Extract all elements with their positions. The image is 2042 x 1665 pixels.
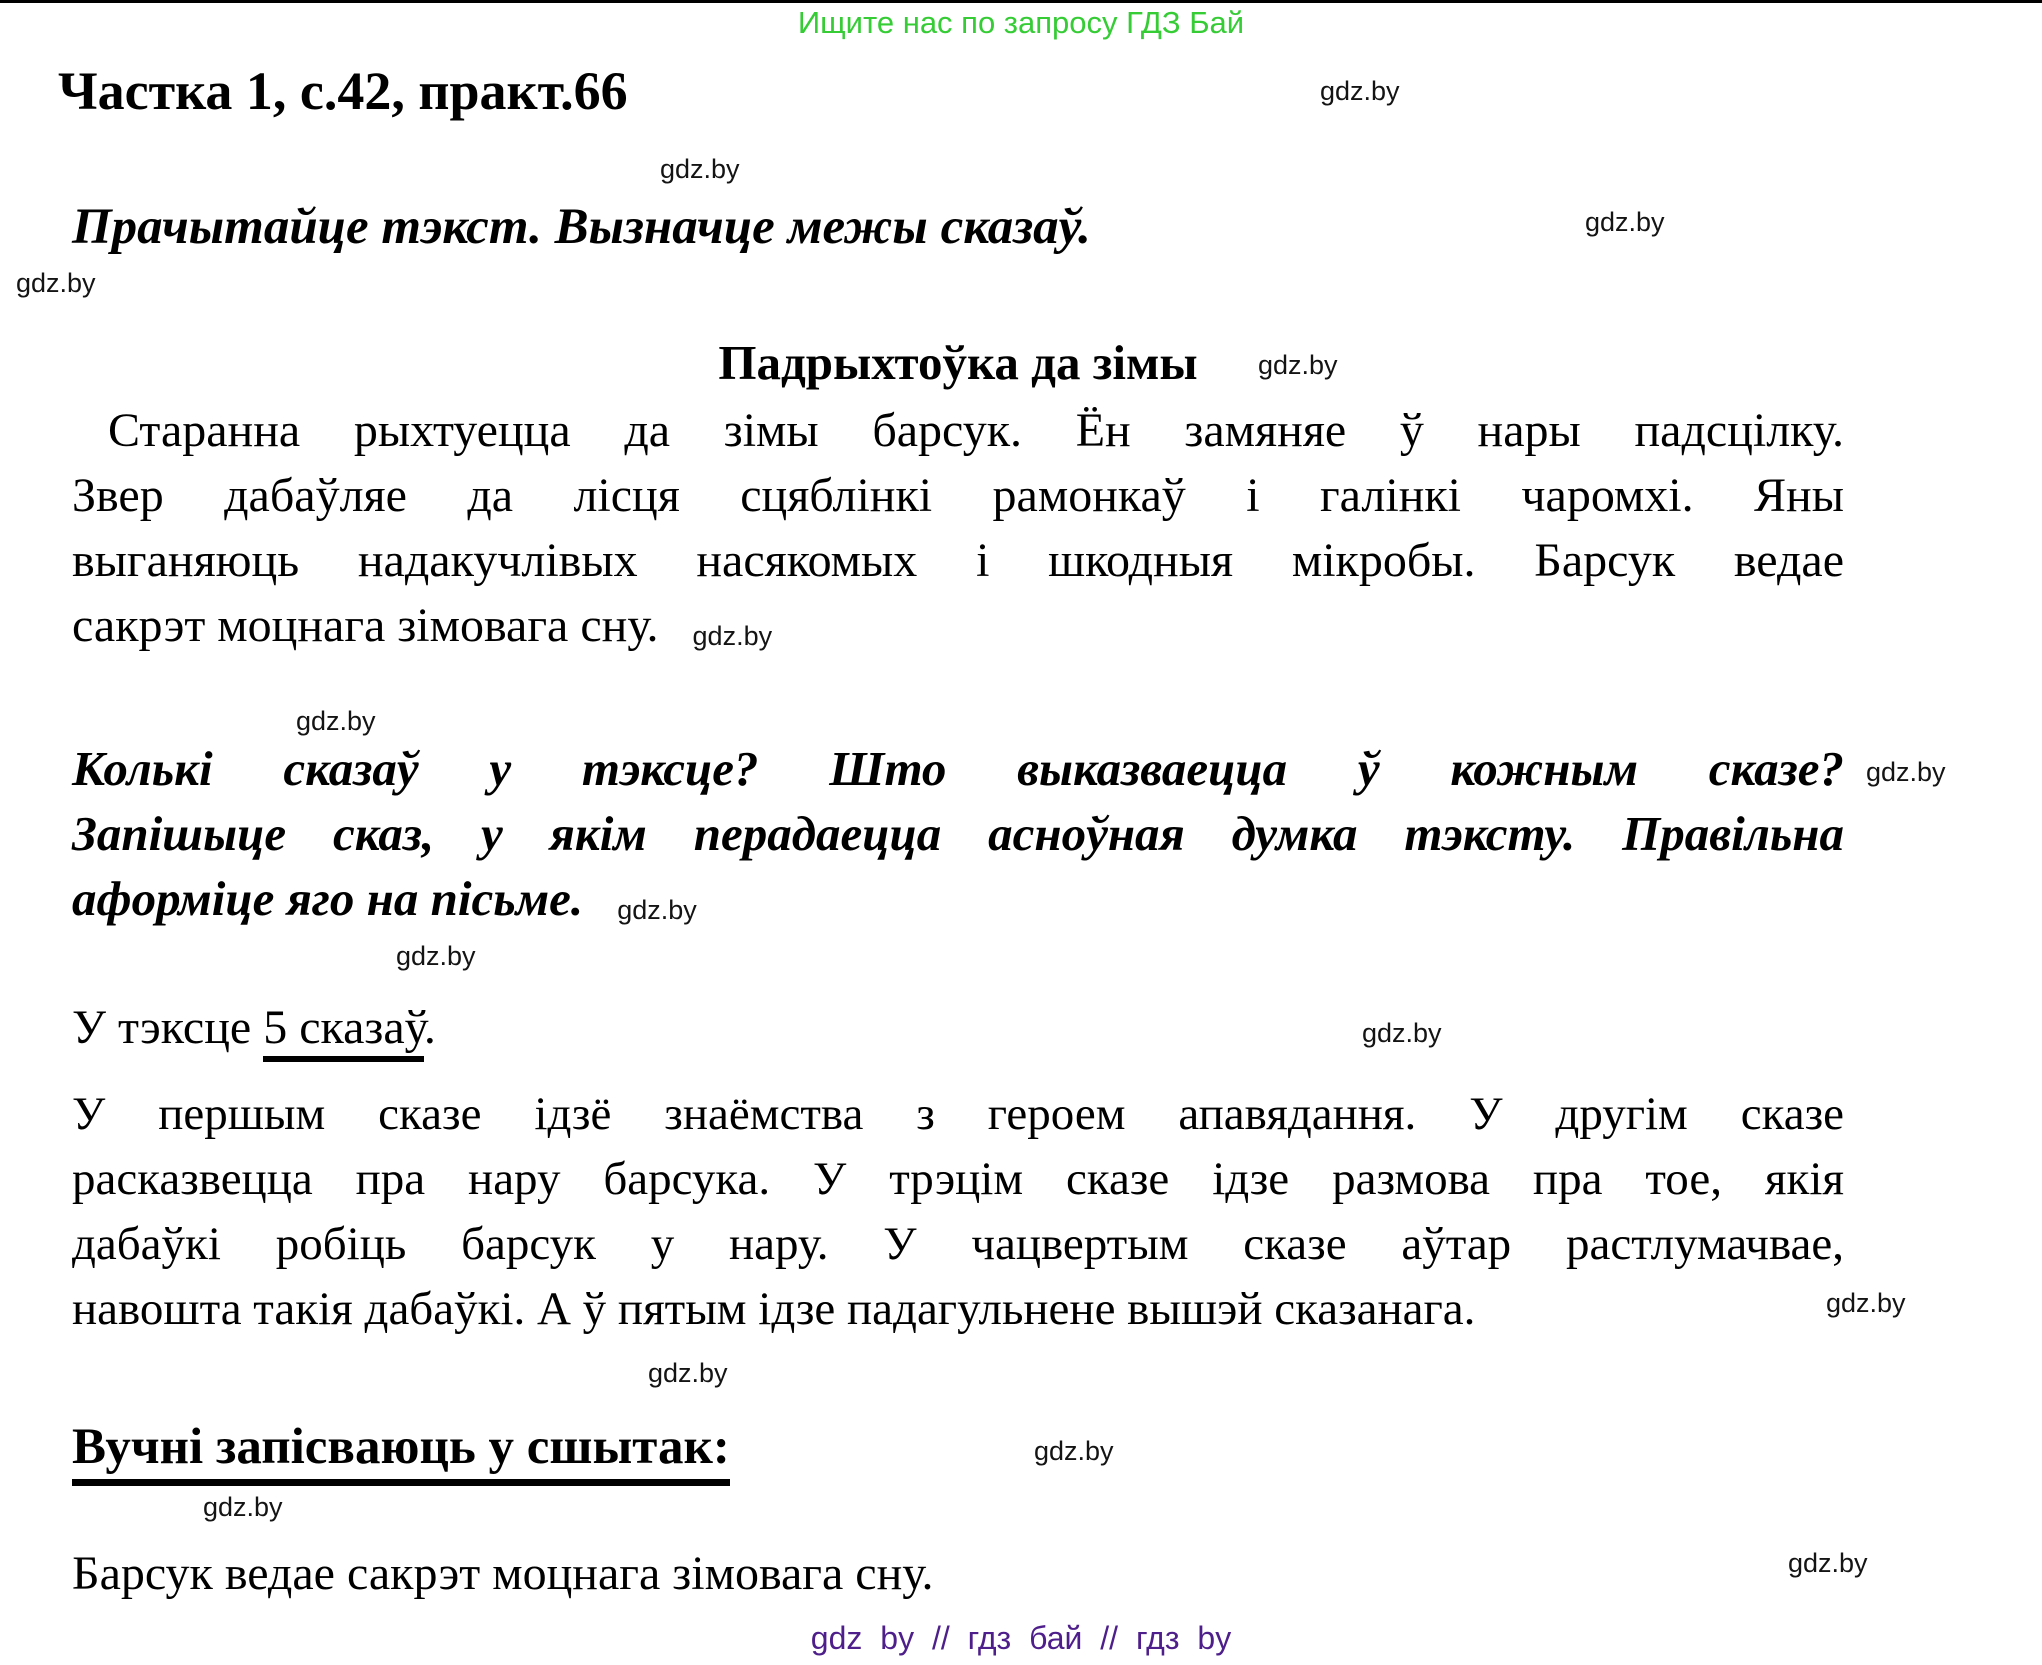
gdz-watermark: gdz.by [1585,207,1665,237]
notebook-heading-text: Вучні запісваюць у сшытак: [72,1419,730,1486]
gdz-watermark: gdz.by [648,1358,728,1388]
gdz-watermark: gdz.by [660,154,740,184]
gdz-watermark: gdz.by [16,268,96,298]
page-title: Частка 1, с.42, практ.66 [58,61,628,121]
story-title: Падрыхтоўка да зімы [718,335,1198,390]
story-line: Старанна рыхтуецца да зімы барсук. Ён замяняе ў нары падсцілку. [108,404,1844,457]
gdz-watermark: gdz.by [203,1492,283,1522]
gdz-watermark: gdz.by [296,706,376,736]
answer-line: У першым сказе ідзё знаёмства з героем апавядання. У другім сказе [72,1088,1844,1140]
question-block [72,736,1844,939]
gdz-watermark: gdz.by [396,941,476,971]
answer-line: расказвецца пра нару барсука. У трэцім сказе ідзе размова пра тое, якія [72,1153,1844,1205]
notebook-sentence: Барсук ведае сакрэт моцнага зімовага сну. [72,1547,934,1600]
gdz-watermark: gdz.by [1362,1018,1442,1048]
gdz-watermark: gdz.by [617,895,697,925]
question-line-text: аформіце яго на пісьме. [72,871,584,926]
scan-edge-line [0,0,2042,3]
answer-paragraph [72,1082,1844,1342]
gdz-watermark: gdz.by [1788,1548,1868,1578]
answer-line: дабаўкі робіць барсук у нару. У чацвертым сказе аўтар растлумачвае, [72,1218,1844,1270]
promo-banner: Ищите нас по запросу ГДЗ Бай [797,5,1245,40]
gdz-watermark: gdz.by [1320,76,1400,106]
story-paragraph [72,398,1844,665]
gdz-watermark: gdz.by [1258,350,1338,380]
task-instruction: Прачытайце тэкст. Вызначце межы сказаў. [72,199,1091,255]
question-line: Запішыце сказ, у якім перадаецца асноўная думка тэксту. Правільна [72,806,1844,861]
gdz-watermark: gdz.by [1034,1436,1114,1466]
answer-count-prefix: У тэксце [72,1001,264,1054]
story-line [72,593,1844,665]
story-line: Звер дабаўляе да лісця сцяблінкі рамонкаў і галінкі чаромхі. Яны [72,469,1844,522]
question-line [72,866,1844,939]
gdz-watermark: gdz.by [692,621,773,651]
answer-line: навошта такія дабаўкі. А ў пятым ідзе падагульнене вышэй сказанага. [72,1283,1476,1335]
story-line: выганяюць надакучлівых насякомых і шкодныя мікробы. Барсук ведае [72,534,1844,587]
answer-count [72,1000,436,1055]
story-line-text: сакрэт моцнага зімовага сну. [72,599,659,652]
answer-count-value: 5 сказаў [263,1001,424,1062]
gdz-watermark: gdz.by [1826,1288,1906,1318]
notebook-heading [72,1418,730,1476]
answer-count-suffix: . [423,1001,436,1054]
gdz-watermark: gdz.by [1866,757,1946,787]
footer-links: gdz by // гдз бай // гдз by [810,1620,1232,1656]
question-line: Колькі сказаў у тэксце? Што выказваецца ў кожным сказе? [72,741,1844,796]
